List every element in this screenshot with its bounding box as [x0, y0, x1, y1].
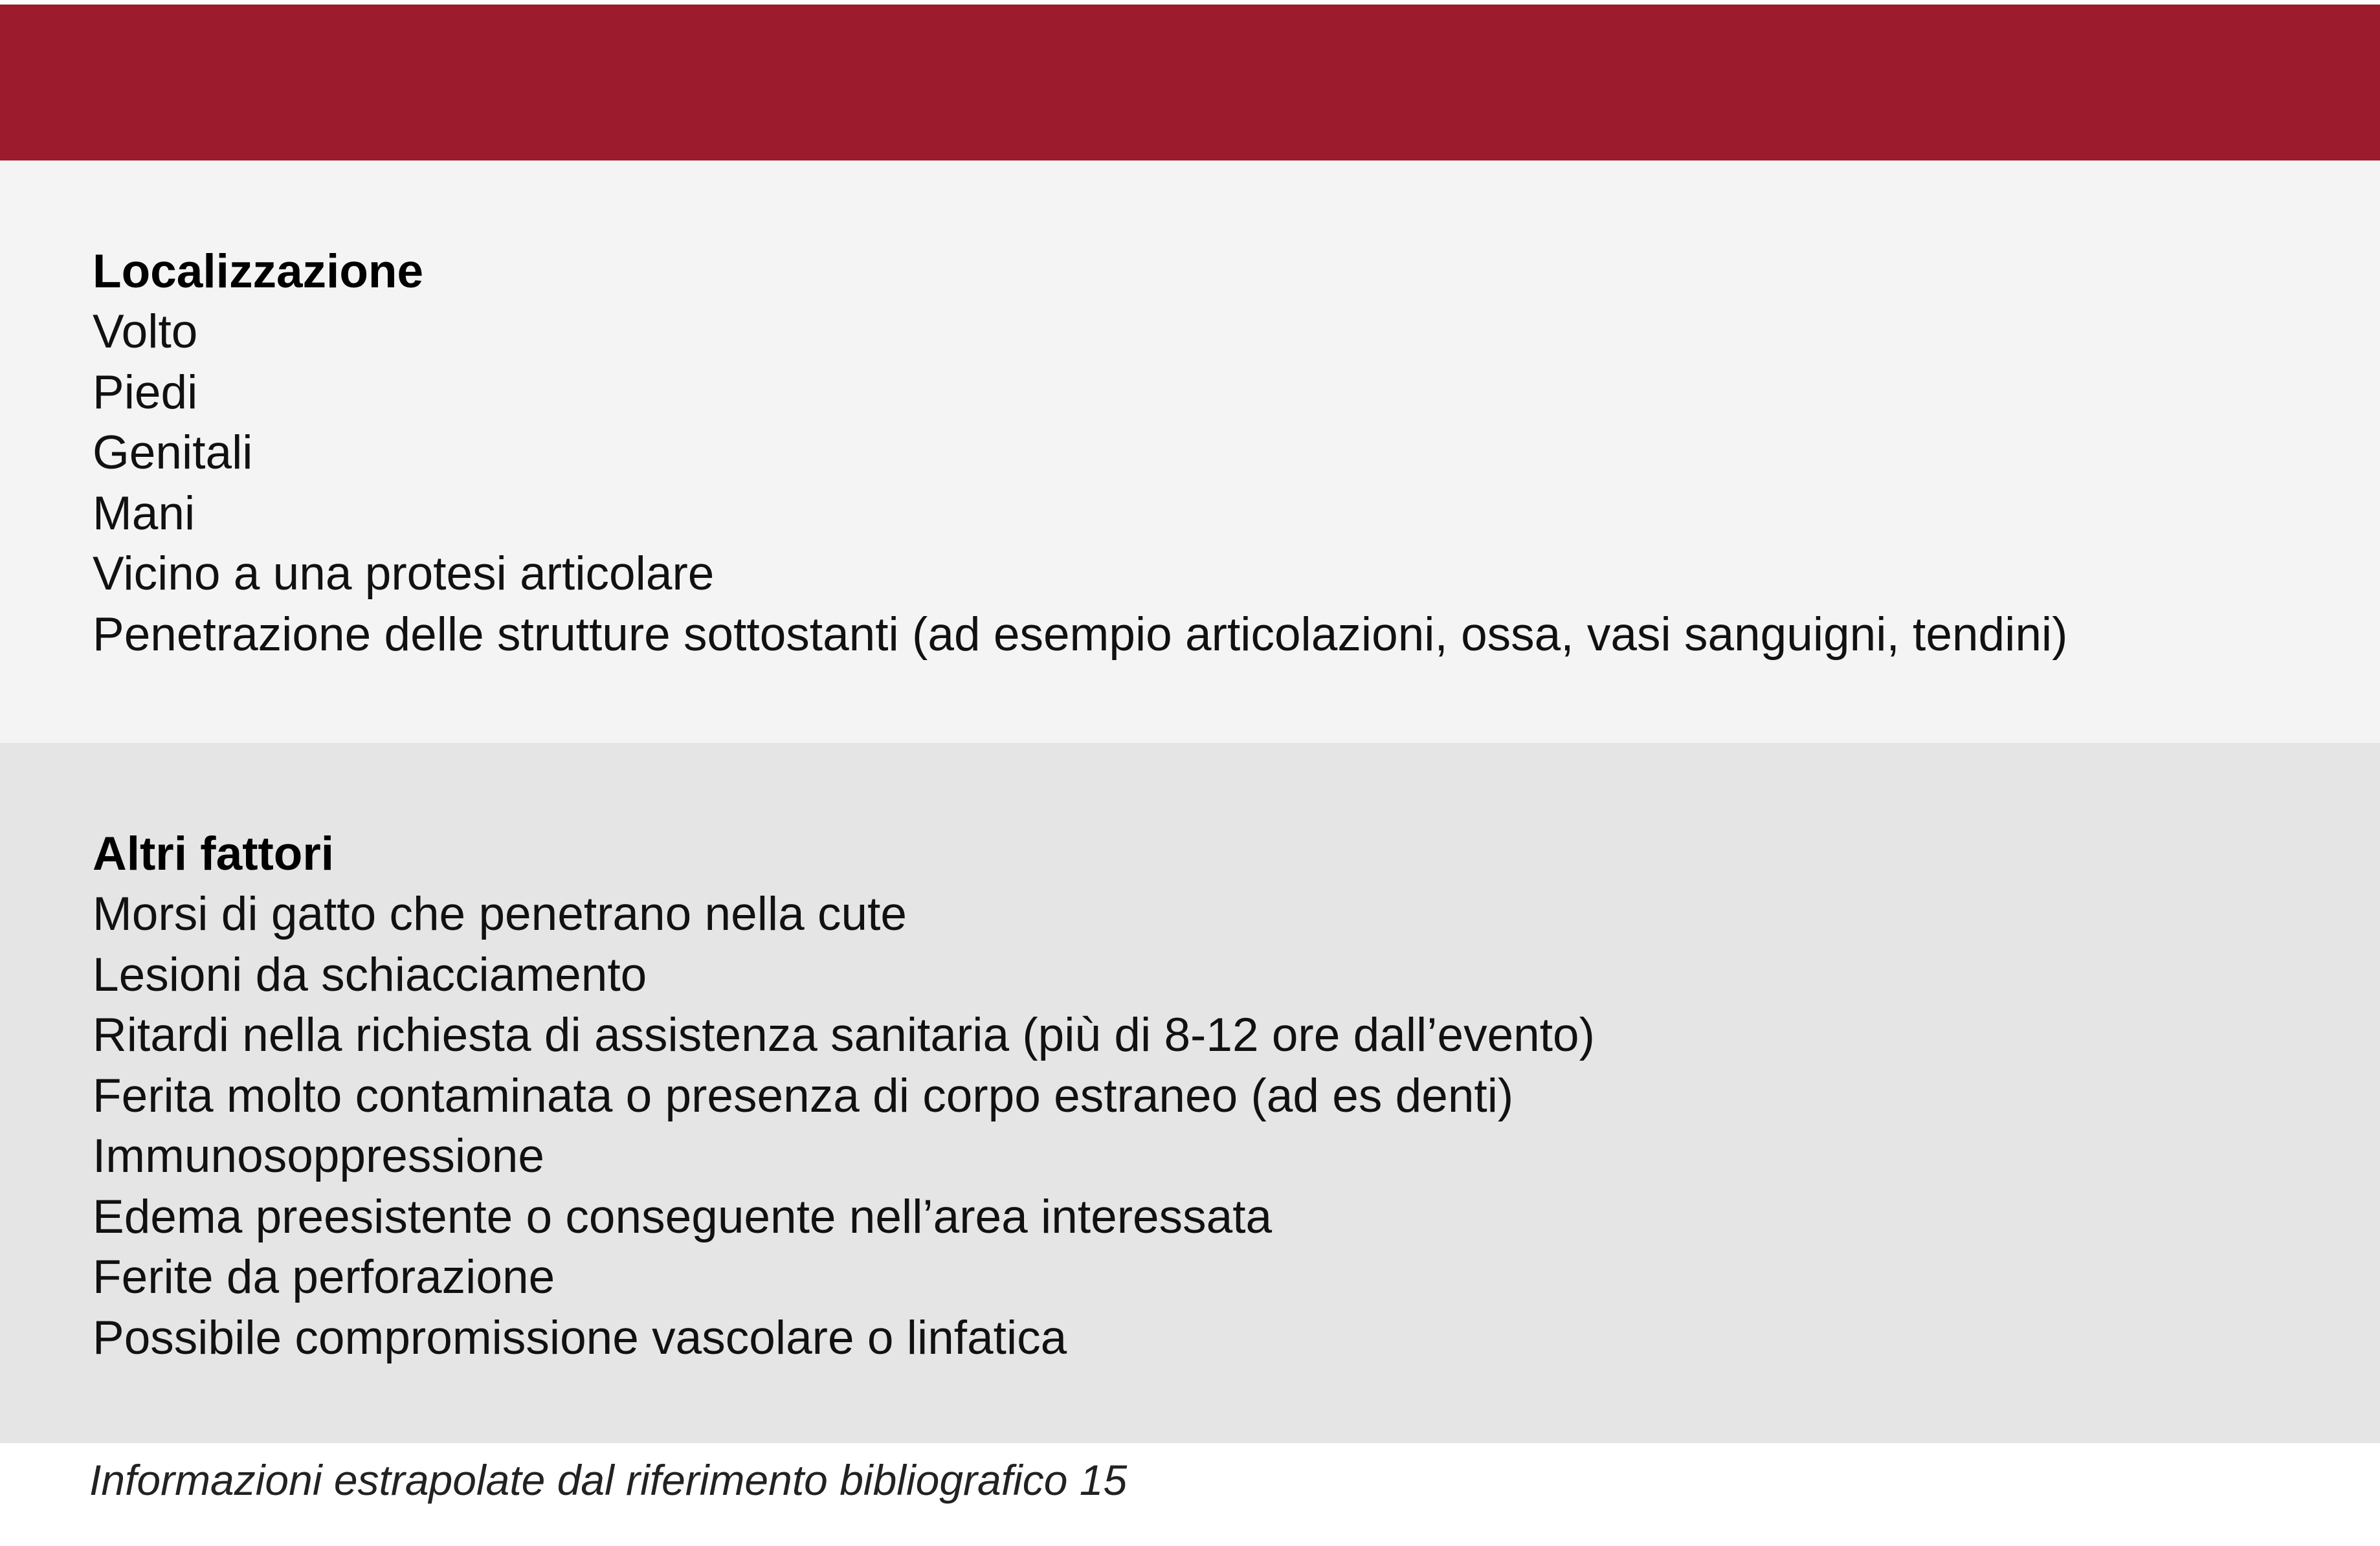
- list-item: Genitali: [93, 426, 253, 479]
- section-title: Altri fattori: [93, 828, 335, 880]
- section-altri-fattori: [0, 743, 2380, 1443]
- list-item: Vicino a una protesi articolare: [93, 547, 715, 600]
- list-item: Morsi di gatto che penetrano nella cute: [93, 888, 907, 940]
- section-localizzazione: [0, 160, 2380, 743]
- list-item: Penetrazione delle strutture sottostanti (ad esempio articolazioni, ossa, vasi sanguigni, tendini): [93, 608, 2068, 661]
- list-item: Piedi: [93, 366, 198, 419]
- list-item: Ferite da perforazione: [93, 1251, 555, 1303]
- list-item: Possibile compromissione vascolare o linfatica: [93, 1311, 1067, 1364]
- list-item: Immunosoppressione: [93, 1130, 544, 1182]
- list-item: Volto: [93, 305, 198, 358]
- footnote: Informazioni estrapolate dal riferimento bibliografico 15: [89, 1456, 1128, 1504]
- item-list: [93, 884, 2380, 1368]
- item-list: [93, 302, 2380, 665]
- list-item: Mani: [93, 487, 195, 540]
- list-item: Edema preesistente o conseguente nell’area interessata: [93, 1190, 1273, 1243]
- section-title: Localizzazione: [93, 245, 424, 298]
- list-item: Ferita molto contaminata o presenza di corpo estraneo (ad es denti): [93, 1069, 1514, 1122]
- list-item: Lesioni da schiacciamento: [93, 948, 647, 1001]
- list-item: Ritardi nella richiesta di assistenza sanitaria (più di 8-12 ore dall’evento): [93, 1009, 1595, 1061]
- header-band: [0, 5, 2380, 160]
